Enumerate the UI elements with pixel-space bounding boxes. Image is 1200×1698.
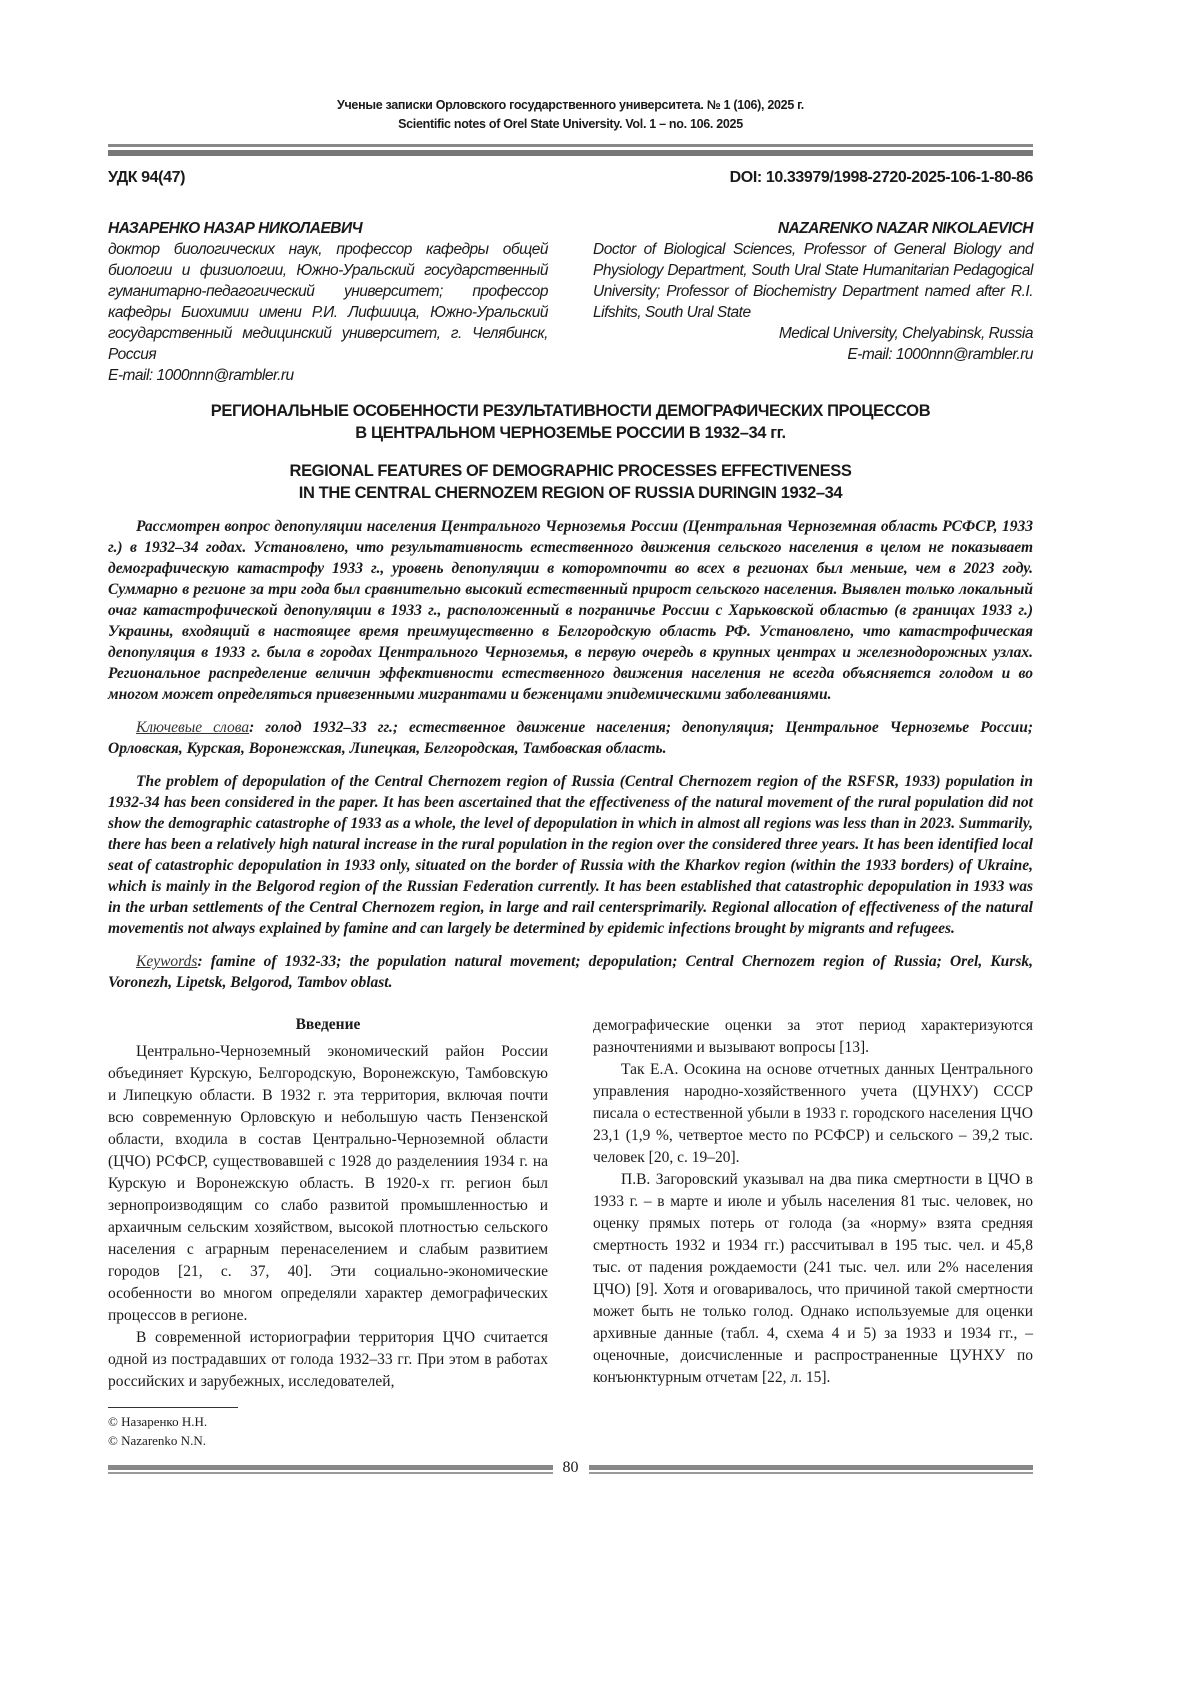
author-block-ru [108,218,548,386]
author-name-ru: НАЗАРЕНКО НАЗАР НИКОЛАЕВИЧ [108,220,363,237]
body-columns [108,1015,1033,1393]
footnotes [108,1412,1033,1450]
author-email-en: E-mail: 1000nnn@rambler.ru [847,346,1033,363]
title-en [108,460,1033,504]
keywords-ru-text: : голод 1932–33 гг.; естественное движение населения; депопуляция; Центральное Черноземье России; Орловская, Курская, Воронежская, Липецкая, Белгородская, Тамбовская область. [108,719,1034,757]
title-en-line1: REGIONAL FEATURES OF DEMOGRAPHIC PROCESSES EFFECTIVENESS [289,462,852,480]
journal-header-ru: Ученые записки Орловского государственного университета. № 1 (106), 2025 г. [337,98,804,112]
doi: DOI: 10.33979/1998-2720-2025-106-1-80-86 [729,169,1033,186]
body-column-left [108,1015,548,1393]
paragraph: П.В. Загоровский указывал на два пика смертности в ЦЧО в 1933 г. – в марте и июле и убыль населения 81 тыс. человек, но оценку прямых потерь от голода (за «норму» взята средняя смертность 1932 и 1934 гг.) рассчитывал в 195 тыс. чел. и 45,8 тыс. от падения рождаемости (241 тыс. чел. или 2% населения ЦЧО) [9]. Хотя и оговаривалось, что причиной такой смертности может быть не только голод. Однако используемые для оценки архивные данные (табл. 4, схема 4 и 5) за 1933 и 1934 гг., – оценочные, доисчисленные и распространенные ЦУНХУ по конъюнктурным отчетам [22, л. 15]. [593,1171,1033,1386]
identifier-row [108,168,1033,188]
footer-divider-left [108,1465,553,1472]
abstract-ru-text: Рассмотрен вопрос депопуляции населения Центрального Черноземья России (Центральная Черноземная область РСФСР, 1933 г.) в 1932–34 годах. Установлено, что результативность естественного движения сельского населения в целом не показывает демографическую катастрофу 1933 г., уровень депопуляции в которомпочти во всех в регионах был меньше, чем в 2023 году. Суммарно в регионе за три года был сравнительно высокий естественный прирост сельского населения. Выявлен только локальный очаг катастрофической депопуляции в 1933 г., расположенный в пограничье России с Харьковской областью (в границах 1933 г.) Украины, входящий в настоящее время преимущественно в Белгородскую область РФ. Установлено, что катастрофическая депопуляция в 1933 г. была в городах Центрального Черноземья, в первую очередь в крупных центрах и железнодорожных узлах. Региональное распределение величин эффективности естественного движения населения не всегда объясняется голодом и во многом может определяться привезенными мигрантами и беженцами эпидемическими заболеваниями. [108,518,1033,703]
abstract-en-text: The problem of depopulation of the Central Chernozem region of Russia (Central Chernozem region of the RSFSR, 1933) population in 1932-34 has been considered in the paper. It has been ascertained that the effectiveness of the natural movement of the rural population did not show the demographic catastrophe of 1933 as a whole, the level of depopulation in which in almost all regions was less than in 2023. Summarily, there has been a relatively high natural increase in the rural population in the region over the considered three years. It has been identified local seat of catastrophic depopulation in 1933 only, situated on the border of Russia with the Kharkov region (within the 1933 borders) of Ukraine, which is mainly in the Belgorod region of the Russian Federation currently. It has been established that catastrophic depopulation in 1933 was in the urban settlements of the Central Chernozem region, in large and rail centersprimarily. Regional allocation of effectiveness of the natural movementis not always explained by famine and can largely be determined by epidemic infections brought by migrants and refugees. [108,773,1033,937]
abstract-en [108,771,1033,939]
author-affiliation-en-end: Medical University, Chelyabinsk, Russia [778,325,1033,342]
title-ru-line1: РЕГИОНАЛЬНЫЕ ОСОБЕННОСТИ РЕЗУЛЬТАТИВНОСТИ ДЕМОГРАФИЧЕСКИХ ПРОЦЕССОВ [210,402,931,420]
copyright-en: © Nazarenko N.N. [108,1433,206,1448]
author-affiliation-en: Doctor of Biological Sciences, Professor of General Biology and Physiology Department, South Ural State Humanitarian Pedagogical University; Professor of Biochemistry Department named after R.I. Lifshits, South Ural State [593,241,1033,321]
keywords-en [108,951,1033,993]
footnote-divider [108,1407,238,1408]
section-heading: Введение [295,1016,361,1033]
author-affiliation-ru: доктор биологических наук, профессор кафедры общей биологии и физиологии, Южно-Уральский государственный гуманитарно-педагогический университет; профессор кафедры Биохимии имени Р.И. Лифшица, Южно-Уральский государственный медицинский университет, г. Челябинск, Россия [108,241,548,363]
footer-divider-right [589,1465,1034,1472]
author-name-en: NAZARENKO NAZAR NIKOLAEVICH [777,220,1033,237]
journal-header [108,96,1033,134]
keywords-en-label: Keywords [136,953,198,970]
abstract-ru [108,516,1033,705]
header-divider-thick [108,150,1033,156]
keywords-ru-label: Ключевые слова [136,719,250,736]
copyright-ru: © Назаренко Н.Н. [108,1414,208,1429]
header-divider [108,144,1033,147]
paragraph: В современной историографии территория ЦЧО считается одной из пострадавших от голода 1932–33 гг. При этом в работах российских и зарубежных, исследователей, [108,1329,548,1390]
authors [108,218,1033,386]
journal-header-en: Scientific notes of Orel State University. Vol. 1 – no. 106. 2025 [398,117,743,131]
title-ru [108,400,1033,444]
paragraph: Так Е.А. Осокина на основе отчетных данных Центрального управления народно-хозяйственного учета (ЦУНХУ) СССР писала о естественной убыли в 1933 г. городского населения ЦЧО 23,1 (1,9 %, четвертое место по РСФСР) и сельского – 39,2 тыс. человек [20, с. 19–20]. [593,1061,1033,1166]
title-ru-line2: В ЦЕНТРАЛЬНОМ ЧЕРНОЗЕМЬЕ РОССИИ В 1932–34 гг. [355,424,786,442]
page [108,0,1033,1518]
author-block-en [593,218,1033,386]
paragraph: Центрально-Черноземный экономический район России объединяет Курскую, Белгородскую, Воронежскую, Тамбовскую и Липецкую области. В 1932 г. эта территория, включая почти всю современную Орловскую и небольшую часть Пензенской области, входила в состав Центрально-Черноземной области (ЦЧО) РСФСР, существовавшей с 1928 до разделениия 1934 г. на Курскую и Воронежскую область. В 1920-х гг. регион был зернопроизводящим со слабо развитой промышленностью и архаичным сельским хозяйством, высокой плотностью сельского населения с аграрным перенаселением и слабым развитием городов [21, с. 37, 40]. Эти социально-экономические особенности во многом определяли характер демографических процессов в регионе. [108,1043,548,1324]
body-column-right [593,1015,1033,1389]
keywords-en-text: : famine of 1932-33; the population natural movement; depopulation; Central Chernozem region of Russia; Orel, Kursk, Voronezh, Lipetsk, Belgorod, Tambov oblast. [108,953,1033,991]
keywords-ru [108,717,1033,759]
title-en-line2: IN THE CENTRAL CHERNOZEM REGION OF RUSSIA DURINGIN 1932–34 [298,484,843,502]
page-footer [108,1458,1033,1478]
paragraph: демографические оценки за этот период характеризуются разночтениями и вызывают вопросы [13]. [593,1017,1033,1056]
udk-code: УДК 94(47) [108,169,186,186]
page-number: 80 [562,1459,579,1476]
author-email-ru: E-mail: 1000nnn@rambler.ru [108,367,294,384]
